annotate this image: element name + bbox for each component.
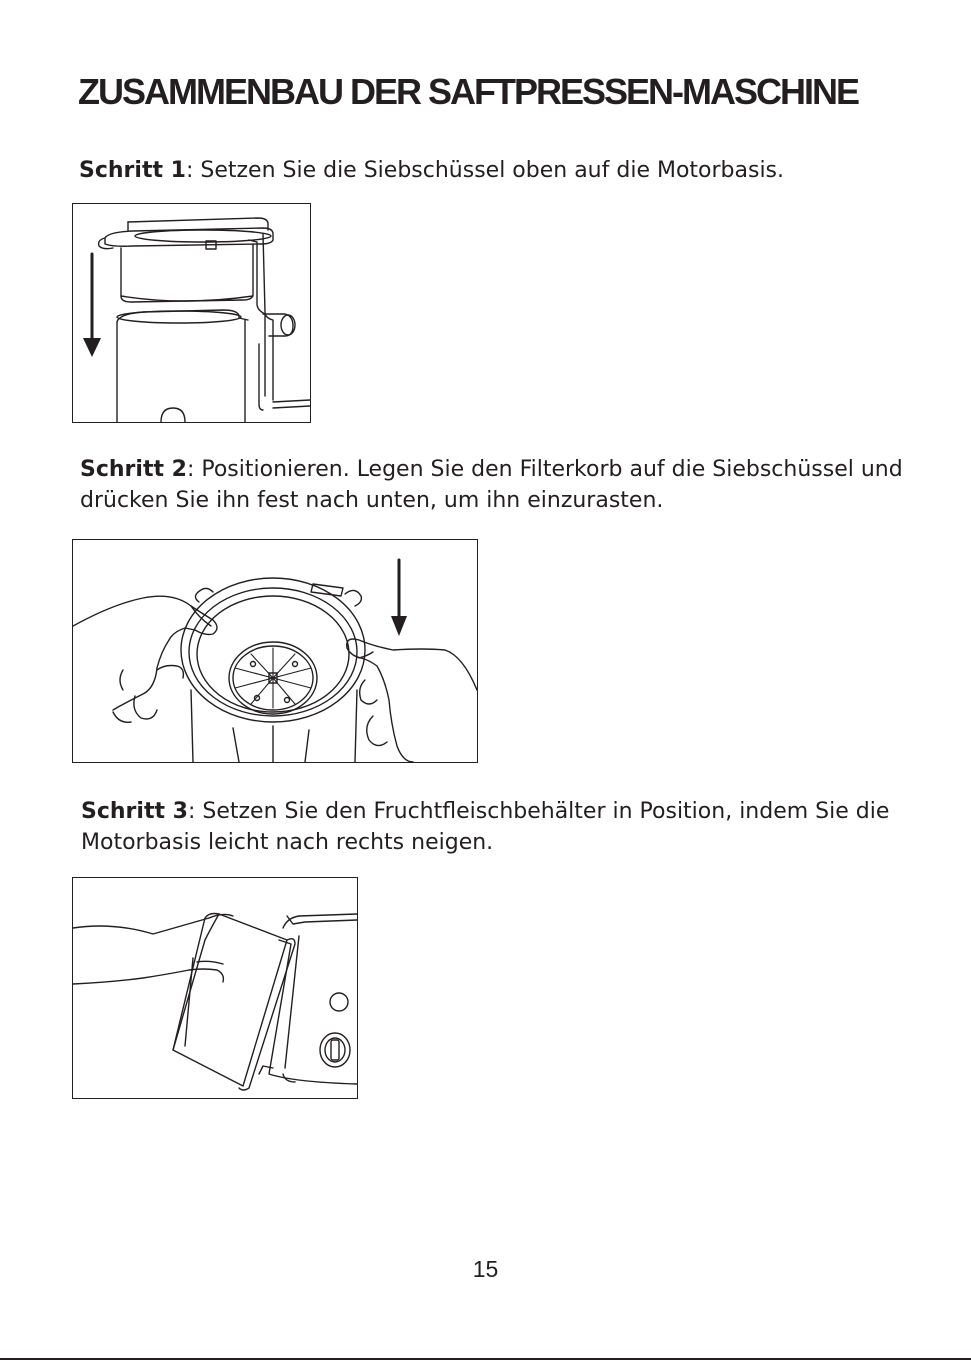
step-1-label: Schritt 1 — [79, 158, 186, 183]
page-title: ZUSAMMENBAU DER SAFTPRESSEN-MASCHINE — [78, 71, 859, 112]
step-2-illustration — [72, 539, 478, 763]
step-1-instruction — [79, 155, 784, 186]
step-3-label: Schritt 3 — [81, 799, 188, 824]
step-2-label: Schritt 2 — [80, 457, 187, 482]
page-number: 15 — [472, 1256, 499, 1282]
bottom-divider — [0, 1358, 971, 1360]
step-1-text: : Setzen Sie die Siebschüssel oben auf die Motorbasis. — [185, 158, 785, 183]
step-3-text: : Setzen Sie den Fruchtfleischbehälter in Position, indem Sie die Motorbasis leicht nach rechts neigen. — [81, 799, 890, 855]
step-2-instruction — [80, 454, 940, 516]
step-3-instruction — [81, 796, 941, 858]
step-3-illustration — [72, 877, 358, 1099]
step-1-illustration — [72, 203, 311, 423]
step-2-text: : Positionieren. Legen Sie den Filterkorb auf die Siebschüssel und drücken Sie ihn fest nach unten, um ihn einzurasten. — [80, 457, 903, 513]
